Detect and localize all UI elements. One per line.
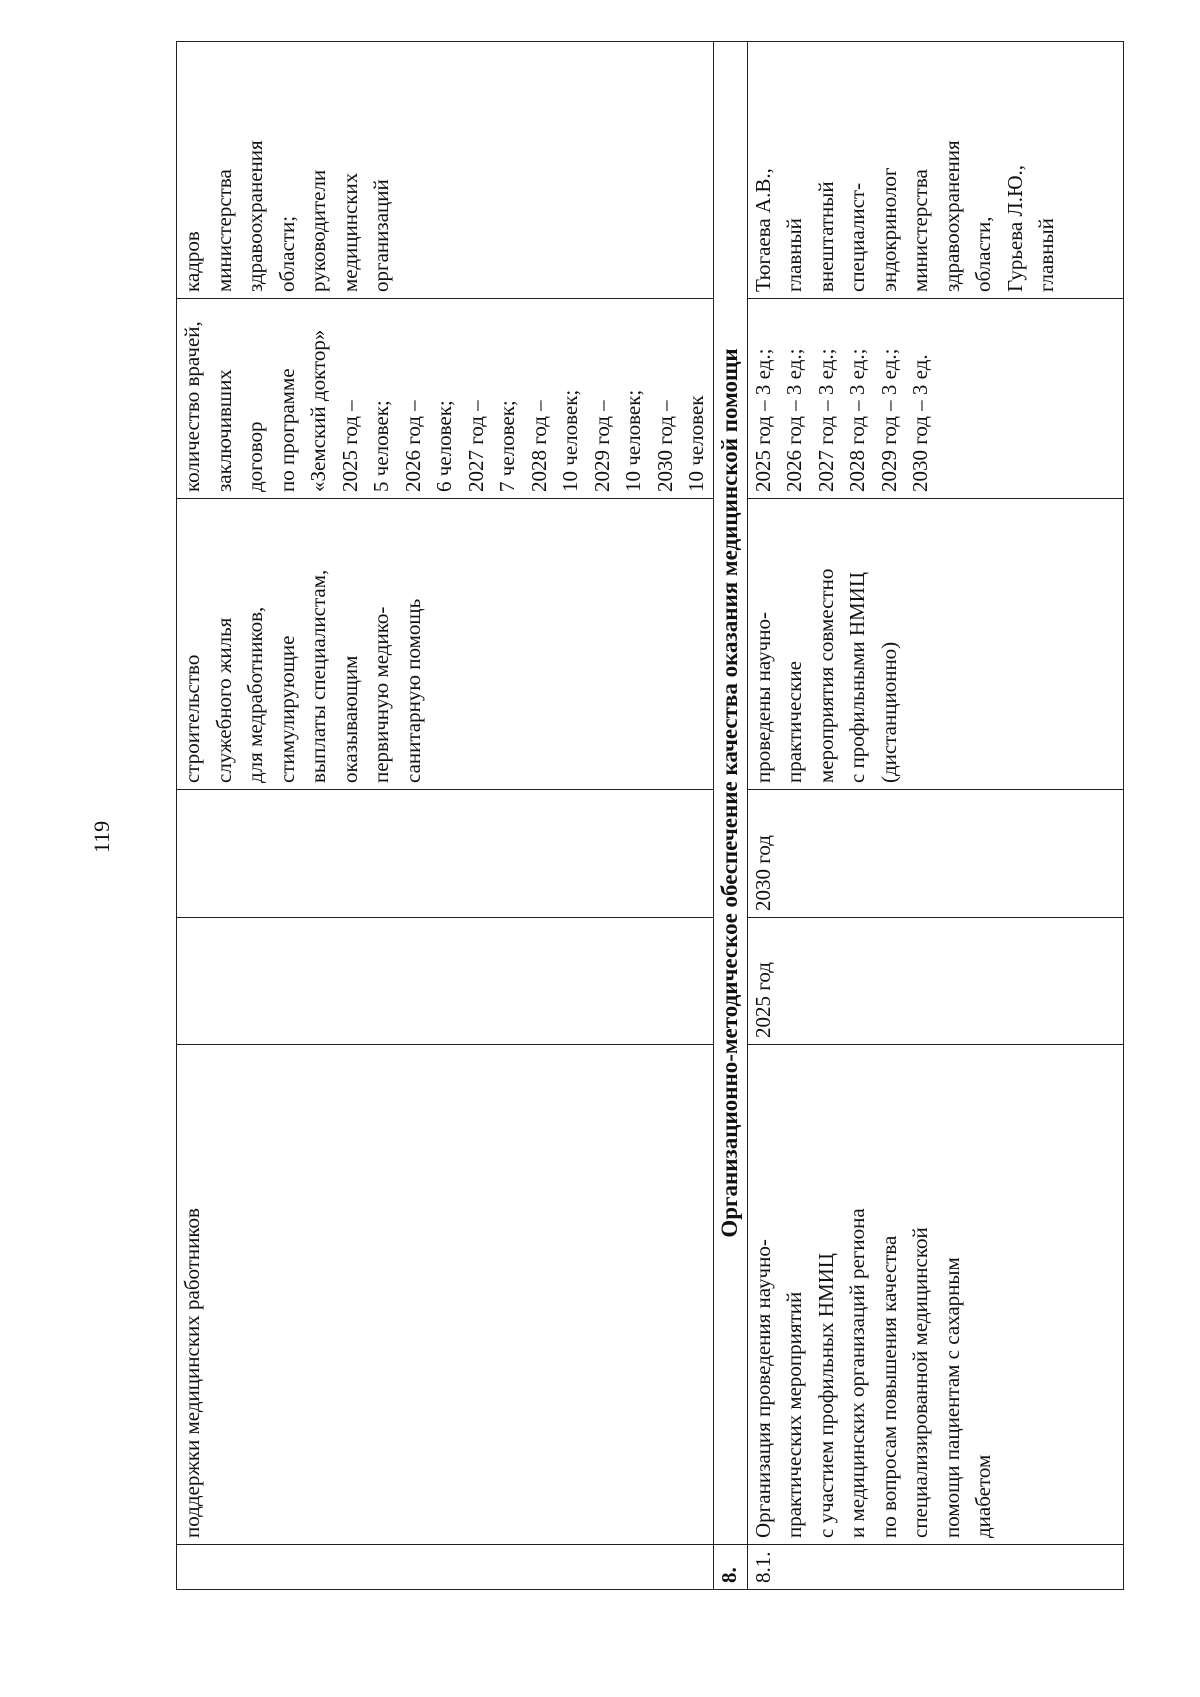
indicator-line: 10 человек bbox=[684, 395, 708, 492]
result-cell bbox=[747, 499, 1123, 790]
indicator-line: по программе bbox=[274, 368, 299, 492]
responsible-line: Гурьева Л.Ю., bbox=[1002, 164, 1027, 292]
responsible-line: специалист- bbox=[845, 182, 869, 292]
result-line: строительство bbox=[180, 654, 204, 783]
result-line: первичную медико- bbox=[369, 606, 393, 783]
indicator-line: 10 человек; bbox=[558, 389, 582, 492]
indicator-line: договор bbox=[243, 421, 267, 492]
responsible-line: области, bbox=[971, 216, 995, 292]
section-title: Организационно-методическое обеспечение качества оказания медицинской помощи bbox=[713, 42, 747, 1545]
indicator-line: 2026 год – bbox=[400, 400, 425, 492]
result-line: для медработников, bbox=[243, 606, 267, 783]
indicator-line: количество врачей, bbox=[180, 321, 204, 492]
event-line: диабетом bbox=[971, 1454, 995, 1538]
page-number: 119 bbox=[89, 820, 114, 854]
indicator-line: 2030 год – 3 ед. bbox=[908, 354, 932, 492]
responsible-line: Тюгаева А.В., bbox=[750, 168, 775, 292]
result-line: выплаты специалистам, bbox=[306, 569, 330, 783]
responsible-line: министерства bbox=[211, 169, 236, 292]
event-line: с участием профильных НМИЦ bbox=[813, 1253, 838, 1538]
result-line: стимулирующие bbox=[274, 635, 299, 783]
event-line: помощи пациентам с сахарным bbox=[939, 1257, 964, 1538]
result-cell bbox=[177, 499, 714, 790]
indicator-cell bbox=[747, 299, 1123, 499]
plan-table bbox=[176, 41, 1124, 1590]
row-number-cell bbox=[177, 1545, 714, 1590]
responsible-line: главный bbox=[1034, 218, 1058, 292]
indicator-line: 2027 год – 3 ед.; bbox=[813, 348, 838, 492]
responsible-line: здравоохранения bbox=[243, 140, 267, 292]
end-date-cell bbox=[177, 790, 714, 918]
result-line: проведены научно- bbox=[750, 612, 775, 783]
event-line: практических мероприятий bbox=[782, 1291, 806, 1538]
indicator-line: 2025 год – 3 ед.; bbox=[750, 348, 775, 492]
result-line: оказывающим bbox=[337, 655, 362, 783]
result-line: с профильными НМИЦ bbox=[845, 571, 869, 783]
event-line: по вопросам повышения качества bbox=[876, 1235, 901, 1538]
end-date-cell: 2030 год bbox=[747, 790, 1123, 918]
indicator-line: 10 человек; bbox=[621, 389, 645, 492]
indicator-line: 2030 год – bbox=[652, 400, 677, 492]
table-row-item bbox=[747, 42, 1123, 1590]
event-cell bbox=[177, 1045, 714, 1545]
indicator-line: 2025 год – bbox=[337, 400, 362, 492]
result-line: (дистанционно) bbox=[876, 641, 901, 783]
responsible-line: руководители bbox=[306, 169, 330, 292]
row-number-cell: 8.1. bbox=[747, 1545, 1123, 1590]
indicator-line: «Земский доктор» bbox=[306, 329, 330, 492]
responsible-cell bbox=[747, 42, 1123, 299]
result-line: санитарную помощь bbox=[400, 598, 425, 783]
event-line: специализированной медицинской bbox=[908, 1227, 932, 1538]
indicator-cell bbox=[177, 299, 714, 499]
responsible-line: организаций bbox=[369, 179, 393, 292]
responsible-line: главный bbox=[782, 218, 806, 292]
responsible-line: здравоохранения bbox=[939, 140, 964, 292]
table-row-continuation bbox=[177, 42, 714, 1590]
responsible-line: медицинских bbox=[337, 172, 362, 292]
indicator-line: 2029 год – bbox=[589, 400, 614, 492]
table-row-section bbox=[713, 42, 747, 1590]
event-line: Организация проведения научно- bbox=[750, 1239, 775, 1538]
responsible-cell bbox=[177, 42, 714, 299]
result-line: практические bbox=[782, 661, 806, 783]
indicator-line: 5 человек; bbox=[369, 400, 393, 492]
responsible-line: эндокринолог bbox=[876, 167, 901, 292]
section-number: 8. bbox=[713, 1545, 747, 1590]
result-line: мероприятия совместно bbox=[813, 568, 838, 783]
event-line: поддержки медицинских работников bbox=[180, 1208, 204, 1538]
event-line: и медицинских организаций региона bbox=[845, 1208, 869, 1538]
result-line: служебного жилья bbox=[211, 617, 236, 783]
responsible-line: внештатный bbox=[813, 181, 838, 292]
indicator-line: 2027 год – bbox=[463, 400, 488, 492]
rotated-page-content bbox=[176, 42, 1092, 1590]
indicator-line: 2029 год – 3 ед.; bbox=[876, 348, 901, 492]
responsible-line: области; bbox=[274, 215, 299, 292]
indicator-line: 6 человек; bbox=[432, 400, 456, 492]
indicator-line: 2026 год – 3 ед.; bbox=[782, 348, 806, 492]
indicator-line: заключивших bbox=[211, 369, 236, 492]
start-date-cell bbox=[177, 918, 714, 1045]
indicator-line: 2028 год – bbox=[526, 400, 551, 492]
responsible-line: министерства bbox=[908, 169, 932, 292]
responsible-line: кадров bbox=[180, 231, 204, 292]
indicator-line: 2028 год – 3 ед.; bbox=[845, 348, 869, 492]
indicator-line: 7 человек; bbox=[495, 400, 519, 492]
event-cell bbox=[747, 1045, 1123, 1545]
start-date-cell: 2025 год bbox=[747, 918, 1123, 1045]
